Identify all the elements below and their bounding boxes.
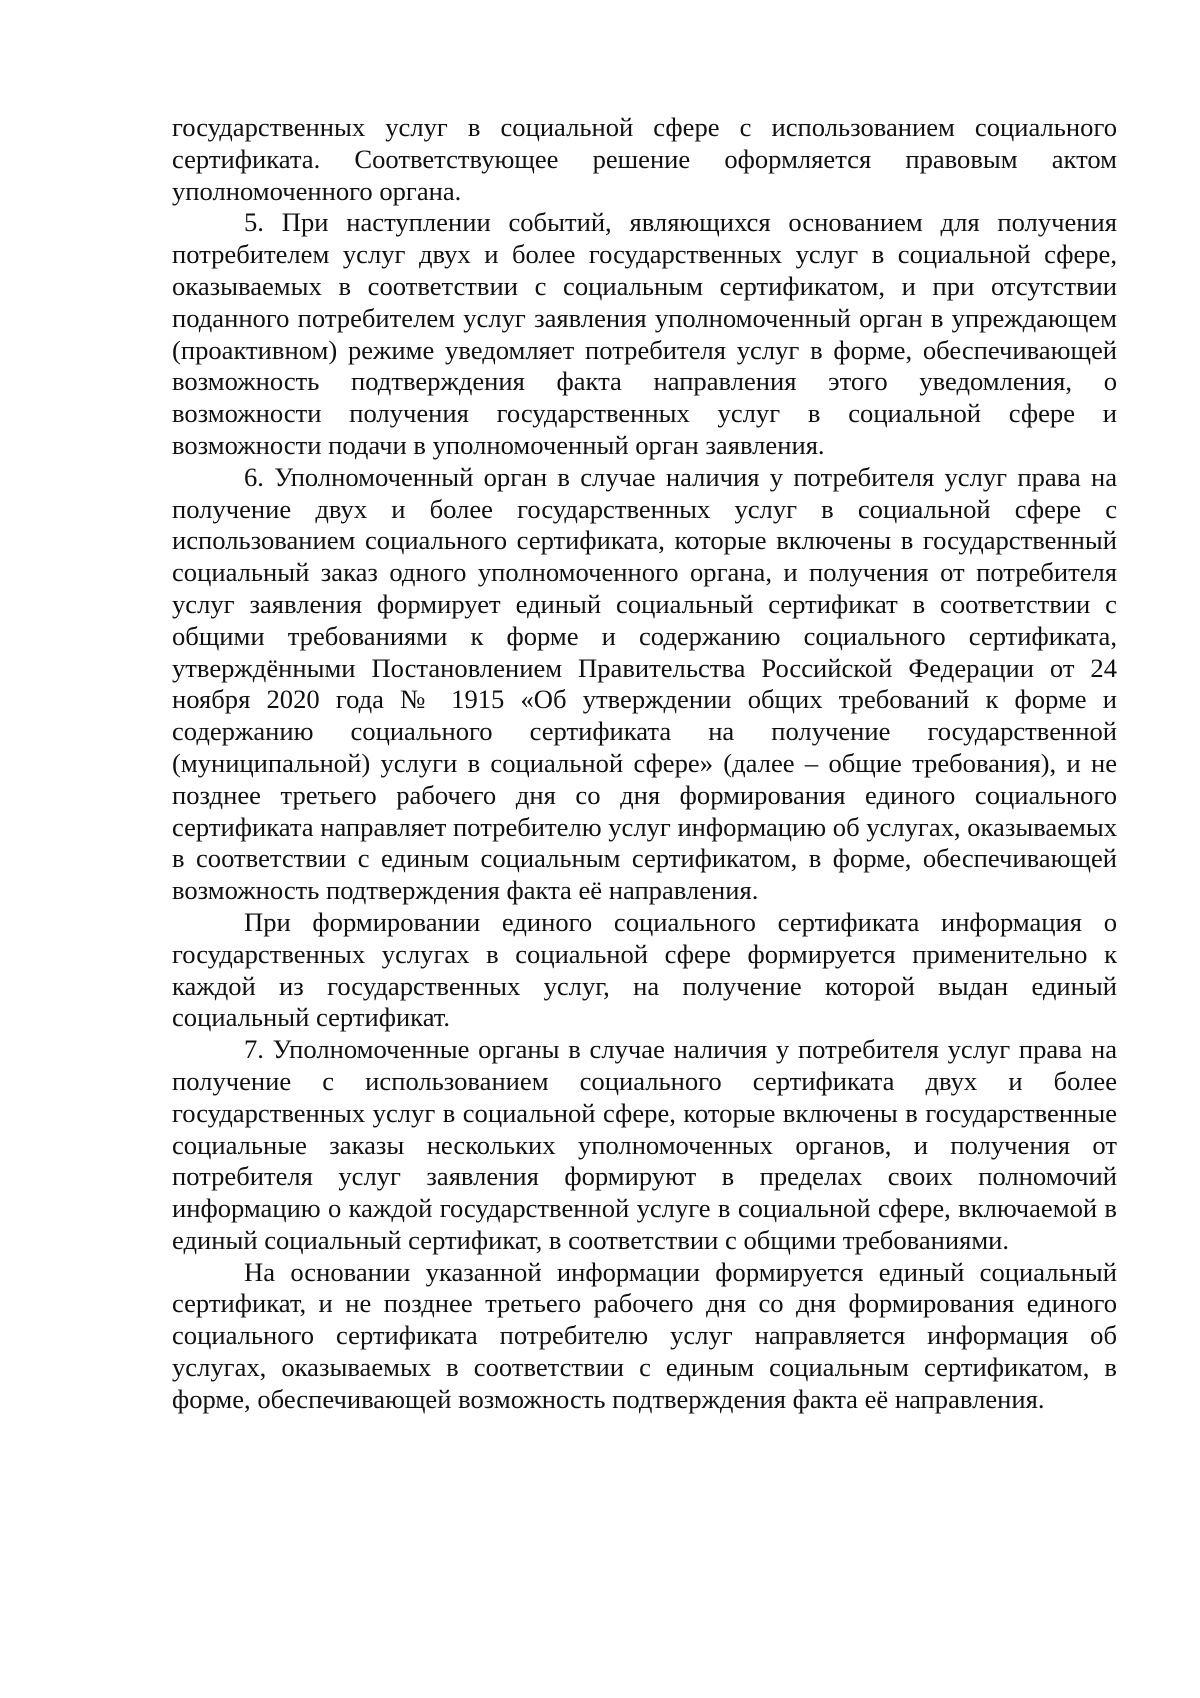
paragraph-item-7: 7. Уполномоченные органы в случае наличия у потребителя услуг права на получение с использованием социального сертификата двух и более государственных услуг в социальной сфере, которые включены в государственные социальные заказы нескольких уполномоченных органов, и получения от потребителя услуг заявления формируют в пределах своих полномочий информацию о каждой государственной услуге в социальной сфере, включаемой в единый социальный сертификат, в соответствии с общими требованиями. — [172, 1034, 1117, 1255]
paragraph-item-5: 5. При наступлении событий, являющихся основанием для получения потребителем услуг двух и более государственных услуг в социальной сфере, оказываемых в соответствии с социальным сертификатом, и при отсутствии поданного потребителем услуг заявления уполномоченный орган в упреждающем (проактивном) режиме уведомляет потребителя услуг в форме, обеспечивающей возможность подтверждения факта направления этого уведомления, о возможности получения государственных услуг в социальной сфере и возможности подачи в уполномоченный орган заявления. — [172, 207, 1117, 460]
paragraph-continuation: государственных услуг в социальной сфере с использованием социального сертификата. Соответствующее решение оформляется правовым актом уполномоченного органа. — [172, 112, 1117, 206]
document-body — [172, 112, 1117, 1416]
paragraph-item-7-continuation: На основании указанной информации формируется единый социальный сертификат, и не позднее третьего рабочего дня со дня формирования единого социального сертификата потребителю услуг направляется информация об услугах, оказываемых в соответствии с единым социальным сертификатом, в форме, обеспечивающей возможность подтверждения факта её направления. — [172, 1256, 1117, 1414]
paragraph-item-6: 6. Уполномоченный орган в случае наличия у потребителя услуг права на получение двух и более государственных услуг в социальной сфере с использованием социального сертификата, которые включены в государственный социальный заказ одного уполномоченного органа, и получения от потребителя услуг заявления формирует единый социальный сертификат в соответствии с общими требованиями к форме и содержанию социального сертификата, утверждёнными Постановлением Правительства Российской Федерации от 24 ноября 2020 года № 1915 «Об утверждении общих требований к форме и содержанию социального сертификата на получение государственной (муниципальной) услуги в социальной сфере» (далее – общие требования), и не позднее третьего рабочего дня со дня формирования единого социального сертификата направляет потребителю услуг информацию об услугах, оказываемых в соответствии с единым социальным сертификатом, в форме, обеспечивающей возможность подтверждения факта её направления. — [172, 461, 1118, 906]
paragraph-item-6-continuation: При формировании единого социального сертификата информация о государственных услугах в социальной сфере формируется применительно к каждой из государственных услуг, на получение которой выдан единый социальный сертификат. — [172, 906, 1117, 1033]
